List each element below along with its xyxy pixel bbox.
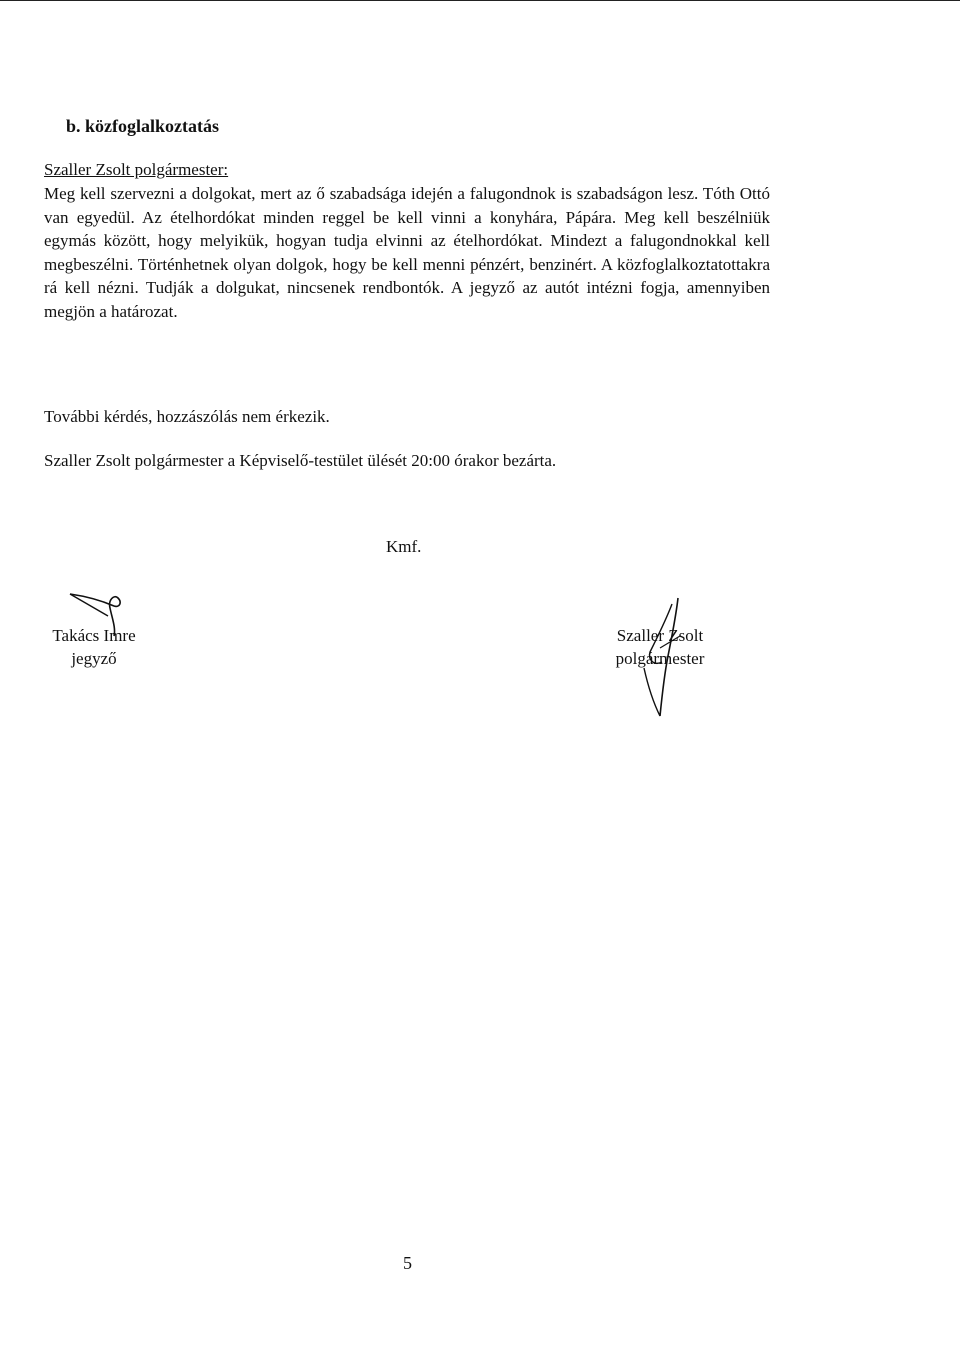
top-rule bbox=[0, 0, 960, 1]
left-signature-block bbox=[44, 624, 144, 670]
speaker-label: Szaller Zsolt polgármester: bbox=[44, 160, 229, 179]
left-signatory-title: jegyző bbox=[71, 649, 117, 668]
speech-paragraph: Meg kell szervezni a dolgokat, mert az ő szabadsága idején a falugondnok is szabadságon lesz. Tóth Ottó van egyedül. Az ételhordókat minden reggel be kell vinni a konyhára, Pápára. Meg kell beszélniük egymás között, hogy melyikük, hogyan tudja elvinni az ételhordókat. Mindezt a falugondnokkal kell megbeszélni. Történhetnek olyan dolgok, hogy be kell menni pénzért, benzinért. A közfoglalkoztatottakra rá kell nézni. Tudják a dolgukat, nincsenek rendbontók. A jegyző az autót intézni fogja, amennyiben megjön a határozat. bbox=[44, 184, 770, 321]
left-signatory-name: Takács Imre bbox=[52, 626, 136, 645]
no-questions-line: További kérdés, hozzászólás nem érkezik. bbox=[44, 407, 330, 426]
page-number: 5 bbox=[403, 1253, 412, 1273]
right-signatory-title: polgármester bbox=[615, 649, 705, 668]
section-heading: b. közfoglalkoztatás bbox=[66, 116, 219, 136]
right-signature-block bbox=[604, 624, 716, 670]
right-signatory-name: Szaller Zsolt bbox=[616, 626, 704, 645]
meeting-closed-line: Szaller Zsolt polgármester a Képviselő-testület ülését 20:00 órakor bezárta. bbox=[44, 451, 557, 470]
kmf-label: Kmf. bbox=[386, 537, 422, 556]
